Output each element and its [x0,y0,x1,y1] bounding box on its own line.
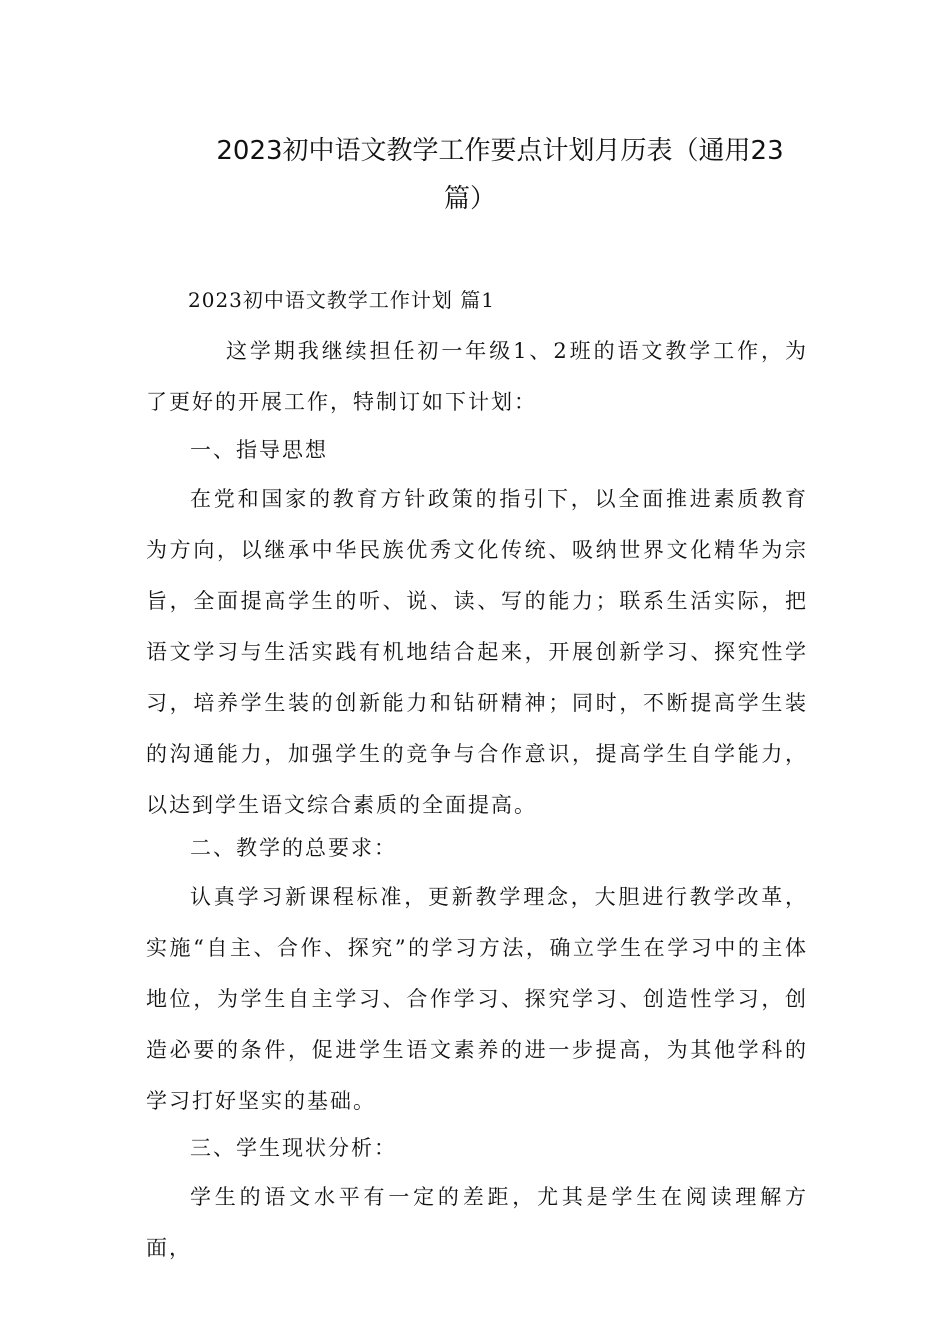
intro-paragraph: 这学期我继续担任初一年级1、2班的语文教学工作，为了更好的开展工作，特制订如下计划： [146,339,808,414]
document-title-line2: 篇） [443,184,496,214]
section1-paragraph: 在党和国家的教育方针政策的指引下，以全面推进素质教育为方向，以继承中华民族优秀文化传统、吸纳世界文化精华为宗旨，全面提高学生的听、说、读、写的能力；联系生活实际，把语文学习与生活实践有机地结合起来，开展创新学习、探究性学习，培养学生装的创新能力和钻研精神；同时，不断提高学生装的沟通能力，加强学生的竞争与合作意识，提高学生自学能力，以达到学生语文综合素质的全面提高。 [146,487,808,817]
section2-paragraph: 认真学习新课程标准，更新教学理念，大胆进行教学改革，实施“自主、合作、探究”的学习方法，确立学生在学习中的主体地位，为学生自主学习、合作学习、探究学习、创造性学习，创造必要的条件，促进学生语文素养的进一步提高，为其他学科的学习打好坚实的基础。 [146,885,808,1113]
section1-heading: 一、指导思想 [190,438,328,462]
section3-heading: 三、学生现状分析： [190,1136,397,1160]
document-title-line1: 2023初中语文教学工作要点计划月历表（通用23 [216,136,784,166]
document-subtitle: 2023初中语文教学工作计划 篇1 [188,288,495,312]
section2-heading: 二、教学的总要求： [190,836,397,860]
section3-paragraph: 学生的语文水平有一定的差距，尤其是学生在阅读理解方面， [146,1185,808,1260]
